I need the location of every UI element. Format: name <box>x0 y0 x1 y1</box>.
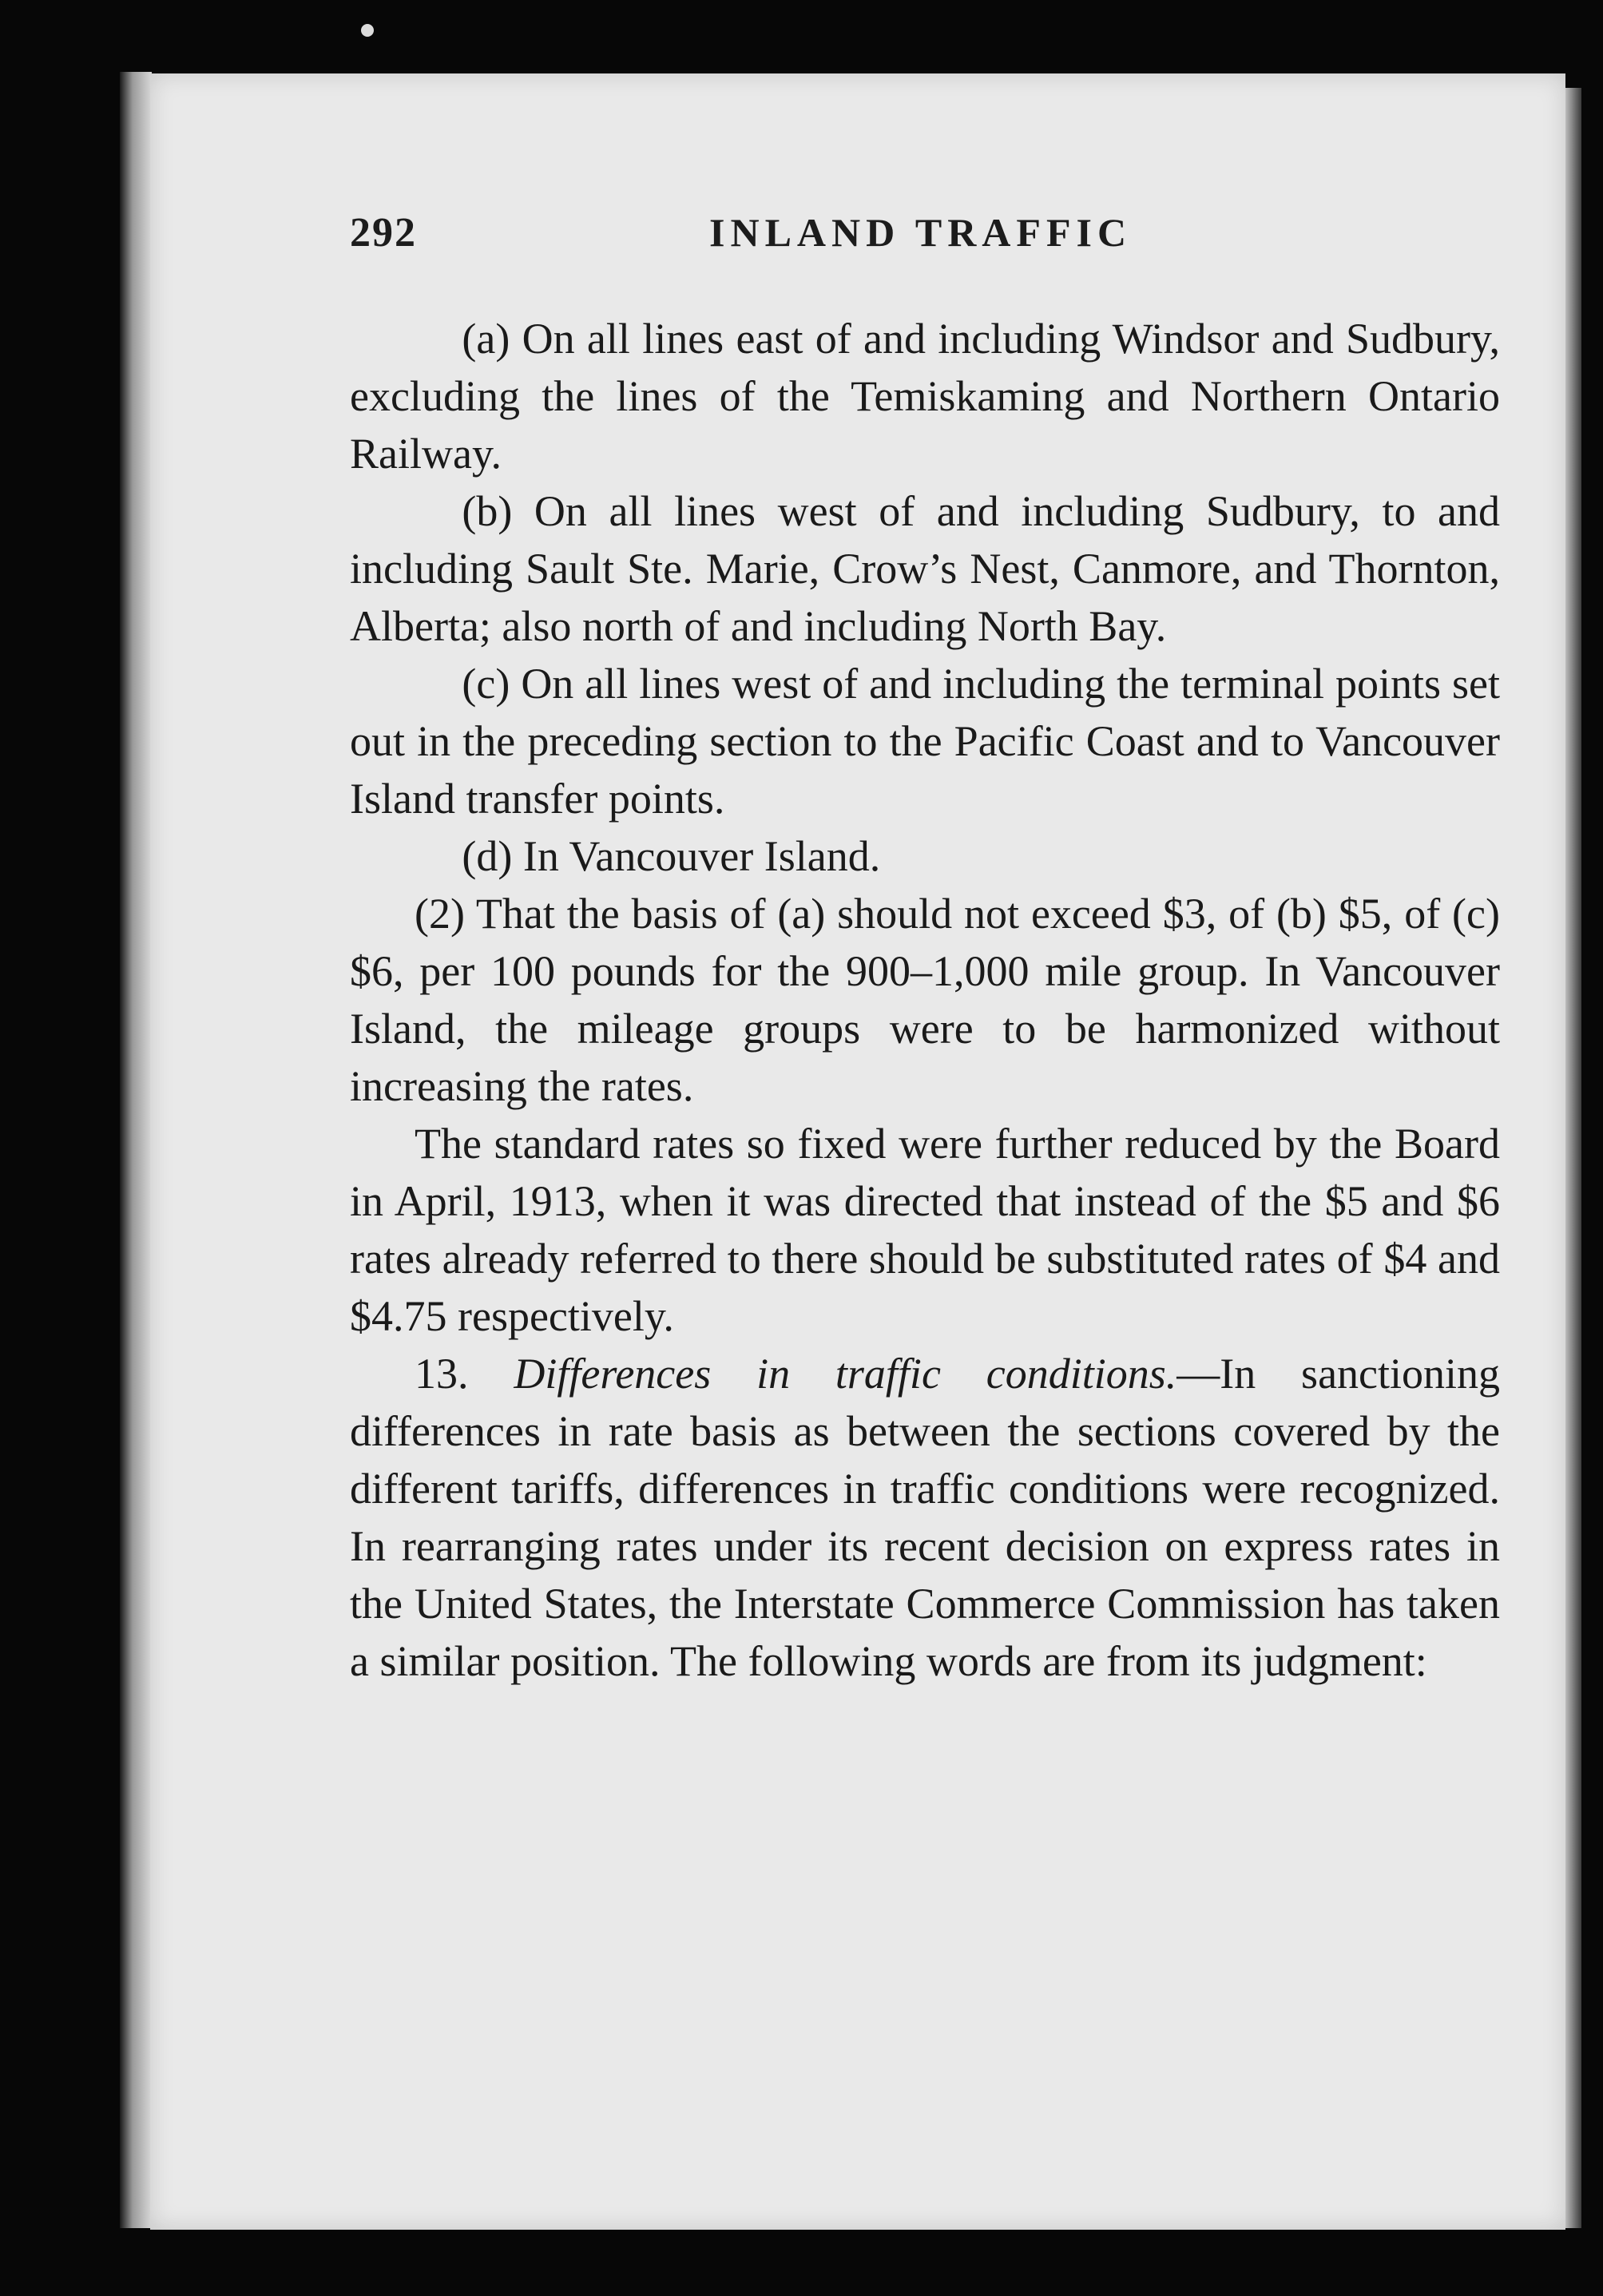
paragraph-standard-rates: The standard rates so fixed were further reduced by the Board in April, 1913, when it was directed that instead of the $5 and $6 rates already referred to there should be substituted rates of $4 and $4.75 respectively. <box>350 1120 1500 1340</box>
paragraph-b: (b) On all lines west of and including Sudbury, to and including Sault Ste. Marie, Crow’s Nest, Canmore, and Thornton, Alberta; also north of and including North Bay. <box>350 487 1500 650</box>
running-head: INLAND TRAFFIC <box>709 210 1133 255</box>
page-number: 292 <box>350 210 417 256</box>
section-13 <box>350 1345 1500 1690</box>
paragraph-2: (2) That the basis of (a) should not exceed $3, of (b) $5, of (c) $6, per 100 pounds for the 900–1,000 mile group. In Vancouver Island, the mileage groups were to be harmonized without increasing the rates. <box>350 890 1500 1110</box>
page-left-edge <box>120 72 152 2228</box>
paragraph-c: (c) On all lines west of and including the terminal points set out in the preceding section to the Pacific Coast and to Vancouver Island transfer points. <box>350 660 1500 823</box>
section-13-text: —In sanctioning differences in rate basis as between the sections covered by the different tariffs, differences in traffic conditions were recognized. In rearranging rates under its recent decision on express rates in the United States, the Interstate Commerce Commission has taken a similar position. The following words are from its judgment: <box>350 1350 1501 1685</box>
scan-speck <box>361 24 374 37</box>
paragraph-a: (a) On all lines east of and including Windsor and Sudbury, excluding the lines of the Temiskaming and Northern Ontario Railway. <box>350 315 1500 478</box>
section-13-heading: Differences in traffic conditions. <box>514 1350 1177 1398</box>
paragraph-d: (d) In Vancouver Island. <box>462 832 881 880</box>
section-13-number: 13. <box>415 1350 469 1398</box>
body-text <box>350 310 1500 1690</box>
page-header <box>350 209 1500 265</box>
page-right-edge <box>1565 88 1581 2228</box>
